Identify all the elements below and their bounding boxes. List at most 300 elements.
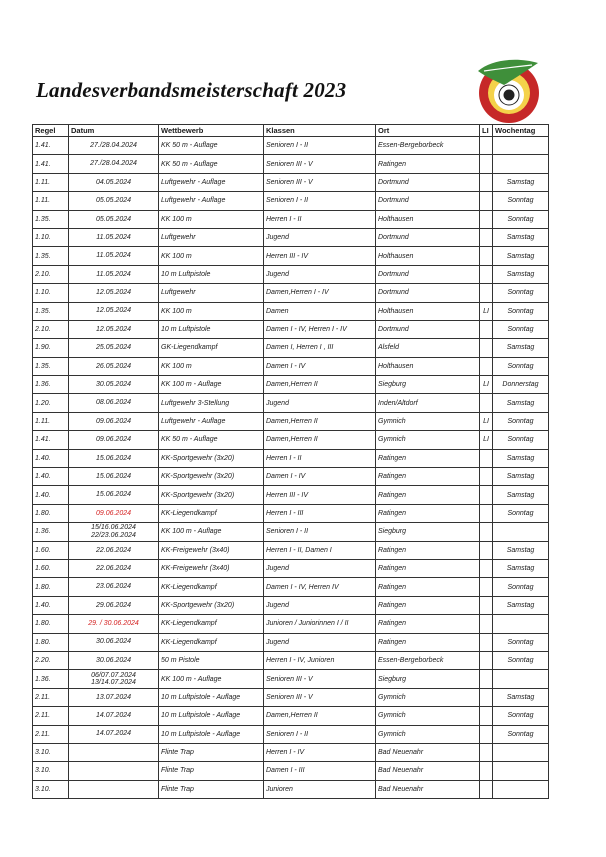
cell-ort: Bad Neuenahr bbox=[376, 743, 480, 761]
cell-li bbox=[480, 210, 493, 228]
cell-wettbewerb: KK-Sportgewehr (3x20) bbox=[159, 486, 264, 504]
date-line: 27./28.04.2024 bbox=[90, 160, 137, 168]
cell-li bbox=[480, 192, 493, 210]
date-line: 30.06.2024 bbox=[95, 638, 132, 646]
cell-wochentag bbox=[493, 743, 549, 761]
cell-klassen: Herren I - II, Damen I bbox=[264, 541, 376, 559]
cell-ort: Ratingen bbox=[376, 578, 480, 596]
table-row bbox=[33, 596, 549, 614]
cell-datum bbox=[69, 173, 159, 191]
cell-regel: 1.36. bbox=[33, 670, 69, 688]
cell-regel: 3.10. bbox=[33, 762, 69, 780]
date-line: 14.07.2024 bbox=[95, 712, 132, 720]
table-row bbox=[33, 339, 549, 357]
date-line: 05.05.2024 bbox=[95, 197, 132, 205]
date-line-second: 22/23.06.2024 bbox=[91, 531, 136, 539]
cell-wettbewerb: KK-Sportgewehr (3x20) bbox=[159, 596, 264, 614]
cell-wettbewerb: 10 m Luftpistole - Auflage bbox=[159, 707, 264, 725]
date-line: 11.05.2024 bbox=[96, 270, 131, 278]
cell-klassen: Damen I, Herren I , III bbox=[264, 339, 376, 357]
cell-wettbewerb: KK-Liegendkampf bbox=[159, 633, 264, 651]
cell-klassen: Senioren III - V bbox=[264, 688, 376, 706]
cell-li bbox=[480, 394, 493, 412]
cell-wettbewerb: Luftgewehr - Auflage bbox=[159, 192, 264, 210]
cell-klassen: Junioren bbox=[264, 780, 376, 798]
table-row bbox=[33, 523, 549, 541]
cell-klassen: Herren I - II bbox=[264, 210, 376, 228]
cell-regel: 1.36. bbox=[33, 523, 69, 541]
cell-klassen: Jugend bbox=[264, 596, 376, 614]
table-row bbox=[33, 247, 549, 265]
date-line: 13.07.2024 bbox=[95, 693, 132, 701]
cell-ort: Ratingen bbox=[376, 615, 480, 633]
column-header-wettbewerb: Wettbewerb bbox=[159, 125, 264, 137]
cell-ort: Gymnich bbox=[376, 431, 480, 449]
table-row bbox=[33, 762, 549, 780]
table-row bbox=[33, 504, 549, 522]
table-row bbox=[33, 743, 549, 761]
cell-li bbox=[480, 541, 493, 559]
table-row bbox=[33, 633, 549, 651]
cell-datum bbox=[69, 559, 159, 577]
cell-regel: 1.10. bbox=[33, 284, 69, 302]
table-row bbox=[33, 265, 549, 283]
cell-wettbewerb: 10 m Luftpistole bbox=[159, 320, 264, 338]
date-line: 29.06.2024 bbox=[95, 601, 132, 609]
cell-ort: Siegburg bbox=[376, 523, 480, 541]
cell-wochentag bbox=[493, 780, 549, 798]
cell-regel: 3.10. bbox=[33, 780, 69, 798]
table-row bbox=[33, 486, 549, 504]
cell-regel: 1.60. bbox=[33, 559, 69, 577]
cell-klassen: Junioren / Juniorinnen I / II bbox=[264, 615, 376, 633]
cell-li bbox=[480, 578, 493, 596]
cell-datum bbox=[69, 247, 159, 265]
cell-klassen: Damen bbox=[264, 302, 376, 320]
cell-klassen: Damen I - IV bbox=[264, 468, 376, 486]
cell-regel: 1.90. bbox=[33, 339, 69, 357]
cell-wettbewerb: KK 100 m - Auflage bbox=[159, 670, 264, 688]
cell-datum bbox=[69, 504, 159, 522]
cell-wochentag: Sonntag bbox=[493, 504, 549, 522]
cell-regel: 3.10. bbox=[33, 743, 69, 761]
cell-regel: 1.10. bbox=[33, 228, 69, 246]
date-line: 11.05.2024 bbox=[96, 233, 131, 241]
table-row bbox=[33, 210, 549, 228]
date-line: 25.05.2024 bbox=[95, 344, 132, 352]
cell-datum bbox=[69, 725, 159, 743]
cell-li bbox=[480, 320, 493, 338]
cell-wettbewerb: KK 100 m - Auflage bbox=[159, 523, 264, 541]
cell-ort: Ratingen bbox=[376, 449, 480, 467]
date-line: 26.05.2024 bbox=[95, 362, 132, 370]
cell-regel: 1.20. bbox=[33, 394, 69, 412]
date-line: 04.05.2024 bbox=[95, 178, 132, 186]
cell-klassen: Herren I - III bbox=[264, 504, 376, 522]
cell-ort: Dortmund bbox=[376, 192, 480, 210]
cell-klassen: Senioren I - II bbox=[264, 725, 376, 743]
table-row bbox=[33, 394, 549, 412]
cell-wochentag bbox=[493, 523, 549, 541]
cell-regel: 1.11. bbox=[33, 192, 69, 210]
table-row bbox=[33, 137, 549, 155]
cell-datum bbox=[69, 431, 159, 449]
cell-ort: Gymnich bbox=[376, 707, 480, 725]
cell-li bbox=[480, 137, 493, 155]
cell-ort: Bad Neuenahr bbox=[376, 762, 480, 780]
cell-wochentag: Samstag bbox=[493, 596, 549, 614]
cell-klassen: Senioren I - II bbox=[264, 523, 376, 541]
cell-ort: Ratingen bbox=[376, 596, 480, 614]
cell-klassen: Damen,Herren I - IV bbox=[264, 284, 376, 302]
cell-wettbewerb: Luftgewehr - Auflage bbox=[159, 173, 264, 191]
cell-wettbewerb: Flinte Trap bbox=[159, 780, 264, 798]
cell-klassen: Jugend bbox=[264, 394, 376, 412]
cell-li: LI bbox=[480, 376, 493, 394]
cell-datum bbox=[69, 578, 159, 596]
cell-ort: Dortmund bbox=[376, 173, 480, 191]
cell-regel: 1.35. bbox=[33, 210, 69, 228]
cell-wochentag: Sonntag bbox=[493, 357, 549, 375]
cell-li bbox=[480, 523, 493, 541]
table-row bbox=[33, 707, 549, 725]
cell-regel: 1.35. bbox=[33, 247, 69, 265]
cell-datum bbox=[69, 284, 159, 302]
table-row bbox=[33, 670, 549, 688]
cell-klassen: Damen,Herren II bbox=[264, 707, 376, 725]
cell-datum bbox=[69, 762, 159, 780]
cell-ort: Holthausen bbox=[376, 247, 480, 265]
cell-datum bbox=[69, 670, 159, 688]
cell-li bbox=[480, 688, 493, 706]
cell-datum bbox=[69, 541, 159, 559]
cell-klassen: Senioren I - II bbox=[264, 137, 376, 155]
column-header-klassen: Klassen bbox=[264, 125, 376, 137]
cell-ort: Inden/Altdorf bbox=[376, 394, 480, 412]
cell-ort: Alsfeld bbox=[376, 339, 480, 357]
date-line: 12.05.2024 bbox=[95, 307, 132, 315]
cell-regel: 1.40. bbox=[33, 596, 69, 614]
cell-wochentag: Samstag bbox=[493, 486, 549, 504]
cell-klassen: Senioren III - V bbox=[264, 670, 376, 688]
cell-li bbox=[480, 173, 493, 191]
column-header-ort: Ort bbox=[376, 125, 480, 137]
page-title: Landesverbandsmeisterschaft 2023 bbox=[36, 78, 347, 102]
table-row bbox=[33, 192, 549, 210]
cell-datum bbox=[69, 228, 159, 246]
date-line: 06/07.07.2024 bbox=[91, 671, 136, 679]
cell-wettbewerb: Luftgewehr - Auflage bbox=[159, 412, 264, 430]
cell-wochentag: Samstag bbox=[493, 394, 549, 412]
cell-klassen: Herren III - IV bbox=[264, 247, 376, 265]
cell-ort: Ratingen bbox=[376, 155, 480, 173]
cell-li bbox=[480, 504, 493, 522]
cell-wettbewerb: KK 100 m bbox=[159, 302, 264, 320]
date-line: 29. / 30.06.2024 bbox=[88, 620, 139, 628]
cell-wochentag: Samstag bbox=[493, 339, 549, 357]
cell-li bbox=[480, 743, 493, 761]
cell-li bbox=[480, 780, 493, 798]
cell-klassen: Jugend bbox=[264, 228, 376, 246]
cell-klassen: Jugend bbox=[264, 265, 376, 283]
cell-ort: Siegburg bbox=[376, 670, 480, 688]
table-row bbox=[33, 173, 549, 191]
table-row bbox=[33, 228, 549, 246]
cell-wochentag: Sonntag bbox=[493, 651, 549, 669]
date-line: 27./28.04.2024 bbox=[90, 141, 137, 149]
cell-wochentag bbox=[493, 670, 549, 688]
cell-wettbewerb: KK-Sportgewehr (3x20) bbox=[159, 449, 264, 467]
cell-wettbewerb: KK 100 m bbox=[159, 210, 264, 228]
cell-datum bbox=[69, 780, 159, 798]
cell-klassen: Damen,Herren II bbox=[264, 412, 376, 430]
cell-datum bbox=[69, 137, 159, 155]
cell-klassen: Damen I - IV, Herren I - IV bbox=[264, 320, 376, 338]
cell-regel: 2.10. bbox=[33, 265, 69, 283]
date-line: 14.07.2024 bbox=[95, 730, 132, 738]
association-logo bbox=[474, 57, 544, 125]
cell-wochentag: Sonntag bbox=[493, 320, 549, 338]
cell-wochentag: Sonntag bbox=[493, 725, 549, 743]
table-row bbox=[33, 412, 549, 430]
cell-ort: Holthausen bbox=[376, 210, 480, 228]
cell-wettbewerb: KK 100 m bbox=[159, 247, 264, 265]
cell-regel: 2.10. bbox=[33, 320, 69, 338]
cell-ort: Ratingen bbox=[376, 468, 480, 486]
cell-datum bbox=[69, 339, 159, 357]
table-row bbox=[33, 357, 549, 375]
cell-regel: 1.35. bbox=[33, 302, 69, 320]
cell-li bbox=[480, 468, 493, 486]
cell-wettbewerb: KK 100 m bbox=[159, 357, 264, 375]
cell-ort: Holthausen bbox=[376, 302, 480, 320]
cell-wochentag: Sonntag bbox=[493, 707, 549, 725]
cell-wettbewerb: KK-Liegendkampf bbox=[159, 578, 264, 596]
cell-wochentag: Samstag bbox=[493, 688, 549, 706]
cell-datum bbox=[69, 357, 159, 375]
cell-klassen: Senioren III - V bbox=[264, 155, 376, 173]
cell-klassen: Damen I - III bbox=[264, 762, 376, 780]
cell-ort: Ratingen bbox=[376, 559, 480, 577]
cell-wochentag: Samstag bbox=[493, 228, 549, 246]
cell-datum bbox=[69, 651, 159, 669]
cell-li bbox=[480, 596, 493, 614]
column-header-datum: Datum bbox=[69, 125, 159, 137]
table-row bbox=[33, 284, 549, 302]
cell-wochentag bbox=[493, 155, 549, 173]
cell-regel: 1.35. bbox=[33, 357, 69, 375]
cell-regel: 1.40. bbox=[33, 449, 69, 467]
cell-regel: 2.11. bbox=[33, 688, 69, 706]
cell-datum bbox=[69, 523, 159, 541]
cell-klassen: Herren I - IV bbox=[264, 743, 376, 761]
cell-wochentag: Sonntag bbox=[493, 302, 549, 320]
cell-regel: 2.20. bbox=[33, 651, 69, 669]
cell-li bbox=[480, 357, 493, 375]
cell-regel: 1.80. bbox=[33, 578, 69, 596]
date-line: 11.05.2024 bbox=[96, 252, 131, 260]
cell-li bbox=[480, 559, 493, 577]
cell-datum bbox=[69, 615, 159, 633]
date-line: 22.06.2024 bbox=[95, 564, 132, 572]
cell-regel: 2.11. bbox=[33, 707, 69, 725]
cell-wochentag: Samstag bbox=[493, 468, 549, 486]
date-line-second: 13/14.07.2024 bbox=[91, 679, 136, 687]
cell-wochentag: Samstag bbox=[493, 265, 549, 283]
cell-wettbewerb: GK-Liegendkampf bbox=[159, 339, 264, 357]
cell-datum bbox=[69, 743, 159, 761]
cell-ort: Dortmund bbox=[376, 265, 480, 283]
cell-li bbox=[480, 670, 493, 688]
date-line: 23.06.2024 bbox=[95, 583, 132, 591]
cell-wochentag: Sonntag bbox=[493, 284, 549, 302]
table-header-row bbox=[33, 125, 549, 137]
cell-wochentag: Sonntag bbox=[493, 192, 549, 210]
table-row bbox=[33, 302, 549, 320]
cell-wettbewerb: Luftgewehr 3-Stellung bbox=[159, 394, 264, 412]
date-line: 09.06.2024 bbox=[95, 436, 132, 444]
cell-li bbox=[480, 247, 493, 265]
date-line: 30.06.2024 bbox=[95, 656, 132, 664]
cell-datum bbox=[69, 449, 159, 467]
date-line: 12.05.2024 bbox=[95, 325, 132, 333]
cell-datum bbox=[69, 707, 159, 725]
date-line: 22.06.2024 bbox=[95, 546, 132, 554]
table-row bbox=[33, 780, 549, 798]
cell-klassen: Damen I - IV bbox=[264, 357, 376, 375]
cell-regel: 1.41. bbox=[33, 431, 69, 449]
cell-li bbox=[480, 651, 493, 669]
cell-klassen: Damen I - IV, Herren IV bbox=[264, 578, 376, 596]
cell-li bbox=[480, 284, 493, 302]
cell-li bbox=[480, 762, 493, 780]
table-row bbox=[33, 468, 549, 486]
cell-wochentag: Sonntag bbox=[493, 412, 549, 430]
cell-wettbewerb: Flinte Trap bbox=[159, 743, 264, 761]
cell-wettbewerb: Luftgewehr bbox=[159, 228, 264, 246]
table-row bbox=[33, 431, 549, 449]
cell-datum bbox=[69, 688, 159, 706]
cell-li bbox=[480, 228, 493, 246]
cell-klassen: Senioren III - V bbox=[264, 173, 376, 191]
cell-datum bbox=[69, 412, 159, 430]
cell-ort: Dortmund bbox=[376, 284, 480, 302]
cell-regel: 1.80. bbox=[33, 504, 69, 522]
cell-datum bbox=[69, 302, 159, 320]
cell-ort: Holthausen bbox=[376, 357, 480, 375]
cell-regel: 1.41. bbox=[33, 155, 69, 173]
cell-wochentag: Samstag bbox=[493, 449, 549, 467]
cell-li: LI bbox=[480, 412, 493, 430]
cell-li: LI bbox=[480, 431, 493, 449]
cell-wettbewerb: 50 m Pistole bbox=[159, 651, 264, 669]
column-header-li: LI bbox=[480, 125, 493, 137]
cell-datum bbox=[69, 265, 159, 283]
cell-regel: 2.11. bbox=[33, 725, 69, 743]
results-table bbox=[32, 124, 549, 799]
cell-klassen: Senioren I - II bbox=[264, 192, 376, 210]
cell-wochentag: Samstag bbox=[493, 247, 549, 265]
cell-datum bbox=[69, 486, 159, 504]
table-body bbox=[33, 137, 549, 799]
cell-regel: 1.60. bbox=[33, 541, 69, 559]
cell-ort: Ratingen bbox=[376, 486, 480, 504]
table-row bbox=[33, 578, 549, 596]
date-line: 30.05.2024 bbox=[95, 381, 132, 389]
cell-wettbewerb: KK-Liegendkampf bbox=[159, 504, 264, 522]
cell-klassen: Jugend bbox=[264, 559, 376, 577]
cell-li bbox=[480, 633, 493, 651]
cell-li bbox=[480, 155, 493, 173]
cell-klassen: Herren I - II bbox=[264, 449, 376, 467]
cell-datum bbox=[69, 192, 159, 210]
cell-wochentag bbox=[493, 137, 549, 155]
cell-wochentag: Samstag bbox=[493, 559, 549, 577]
cell-li bbox=[480, 615, 493, 633]
cell-wettbewerb: Flinte Trap bbox=[159, 762, 264, 780]
cell-regel: 1.80. bbox=[33, 615, 69, 633]
date-line: 15.06.2024 bbox=[95, 454, 132, 462]
cell-wettbewerb: KK-Freigewehr (3x40) bbox=[159, 541, 264, 559]
cell-ort: Ratingen bbox=[376, 541, 480, 559]
cell-li: LI bbox=[480, 302, 493, 320]
table-row bbox=[33, 449, 549, 467]
cell-ort: Gymnich bbox=[376, 688, 480, 706]
cell-regel: 1.11. bbox=[33, 173, 69, 191]
cell-li bbox=[480, 449, 493, 467]
cell-datum bbox=[69, 633, 159, 651]
cell-ort: Essen-Bergeborbeck bbox=[376, 137, 480, 155]
cell-regel: 1.41. bbox=[33, 137, 69, 155]
date-line: 08.06.2024 bbox=[95, 399, 132, 407]
date-line: 09.06.2024 bbox=[95, 509, 132, 517]
cell-regel: 1.36. bbox=[33, 376, 69, 394]
cell-wettbewerb: KK 50 m - Auflage bbox=[159, 431, 264, 449]
cell-ort: Bad Neuenahr bbox=[376, 780, 480, 798]
cell-klassen: Damen,Herren II bbox=[264, 431, 376, 449]
cell-klassen: Herren I - IV, Junioren bbox=[264, 651, 376, 669]
cell-datum bbox=[69, 210, 159, 228]
cell-wochentag bbox=[493, 762, 549, 780]
cell-wochentag: Sonntag bbox=[493, 633, 549, 651]
cell-regel: 1.11. bbox=[33, 412, 69, 430]
table-row bbox=[33, 688, 549, 706]
cell-wettbewerb: KK-Freigewehr (3x40) bbox=[159, 559, 264, 577]
cell-klassen: Jugend bbox=[264, 633, 376, 651]
cell-wochentag: Samstag bbox=[493, 541, 549, 559]
table-row bbox=[33, 320, 549, 338]
cell-wettbewerb: KK-Liegendkampf bbox=[159, 615, 264, 633]
cell-regel: 1.40. bbox=[33, 486, 69, 504]
cell-wettbewerb: KK-Sportgewehr (3x20) bbox=[159, 468, 264, 486]
cell-regel: 1.80. bbox=[33, 633, 69, 651]
date-line: 05.05.2024 bbox=[95, 215, 132, 223]
cell-ort: Gymnich bbox=[376, 412, 480, 430]
cell-li bbox=[480, 339, 493, 357]
cell-wochentag: Donnerstag bbox=[493, 376, 549, 394]
cell-ort: Essen-Bergeborbeck bbox=[376, 651, 480, 669]
cell-wochentag: Sonntag bbox=[493, 578, 549, 596]
cell-ort: Ratingen bbox=[376, 504, 480, 522]
table-row bbox=[33, 376, 549, 394]
cell-ort: Dortmund bbox=[376, 228, 480, 246]
table-row bbox=[33, 155, 549, 173]
cell-wochentag: Sonntag bbox=[493, 210, 549, 228]
cell-ort: Dortmund bbox=[376, 320, 480, 338]
cell-wettbewerb: KK 100 m - Auflage bbox=[159, 376, 264, 394]
table-row bbox=[33, 651, 549, 669]
cell-datum bbox=[69, 394, 159, 412]
